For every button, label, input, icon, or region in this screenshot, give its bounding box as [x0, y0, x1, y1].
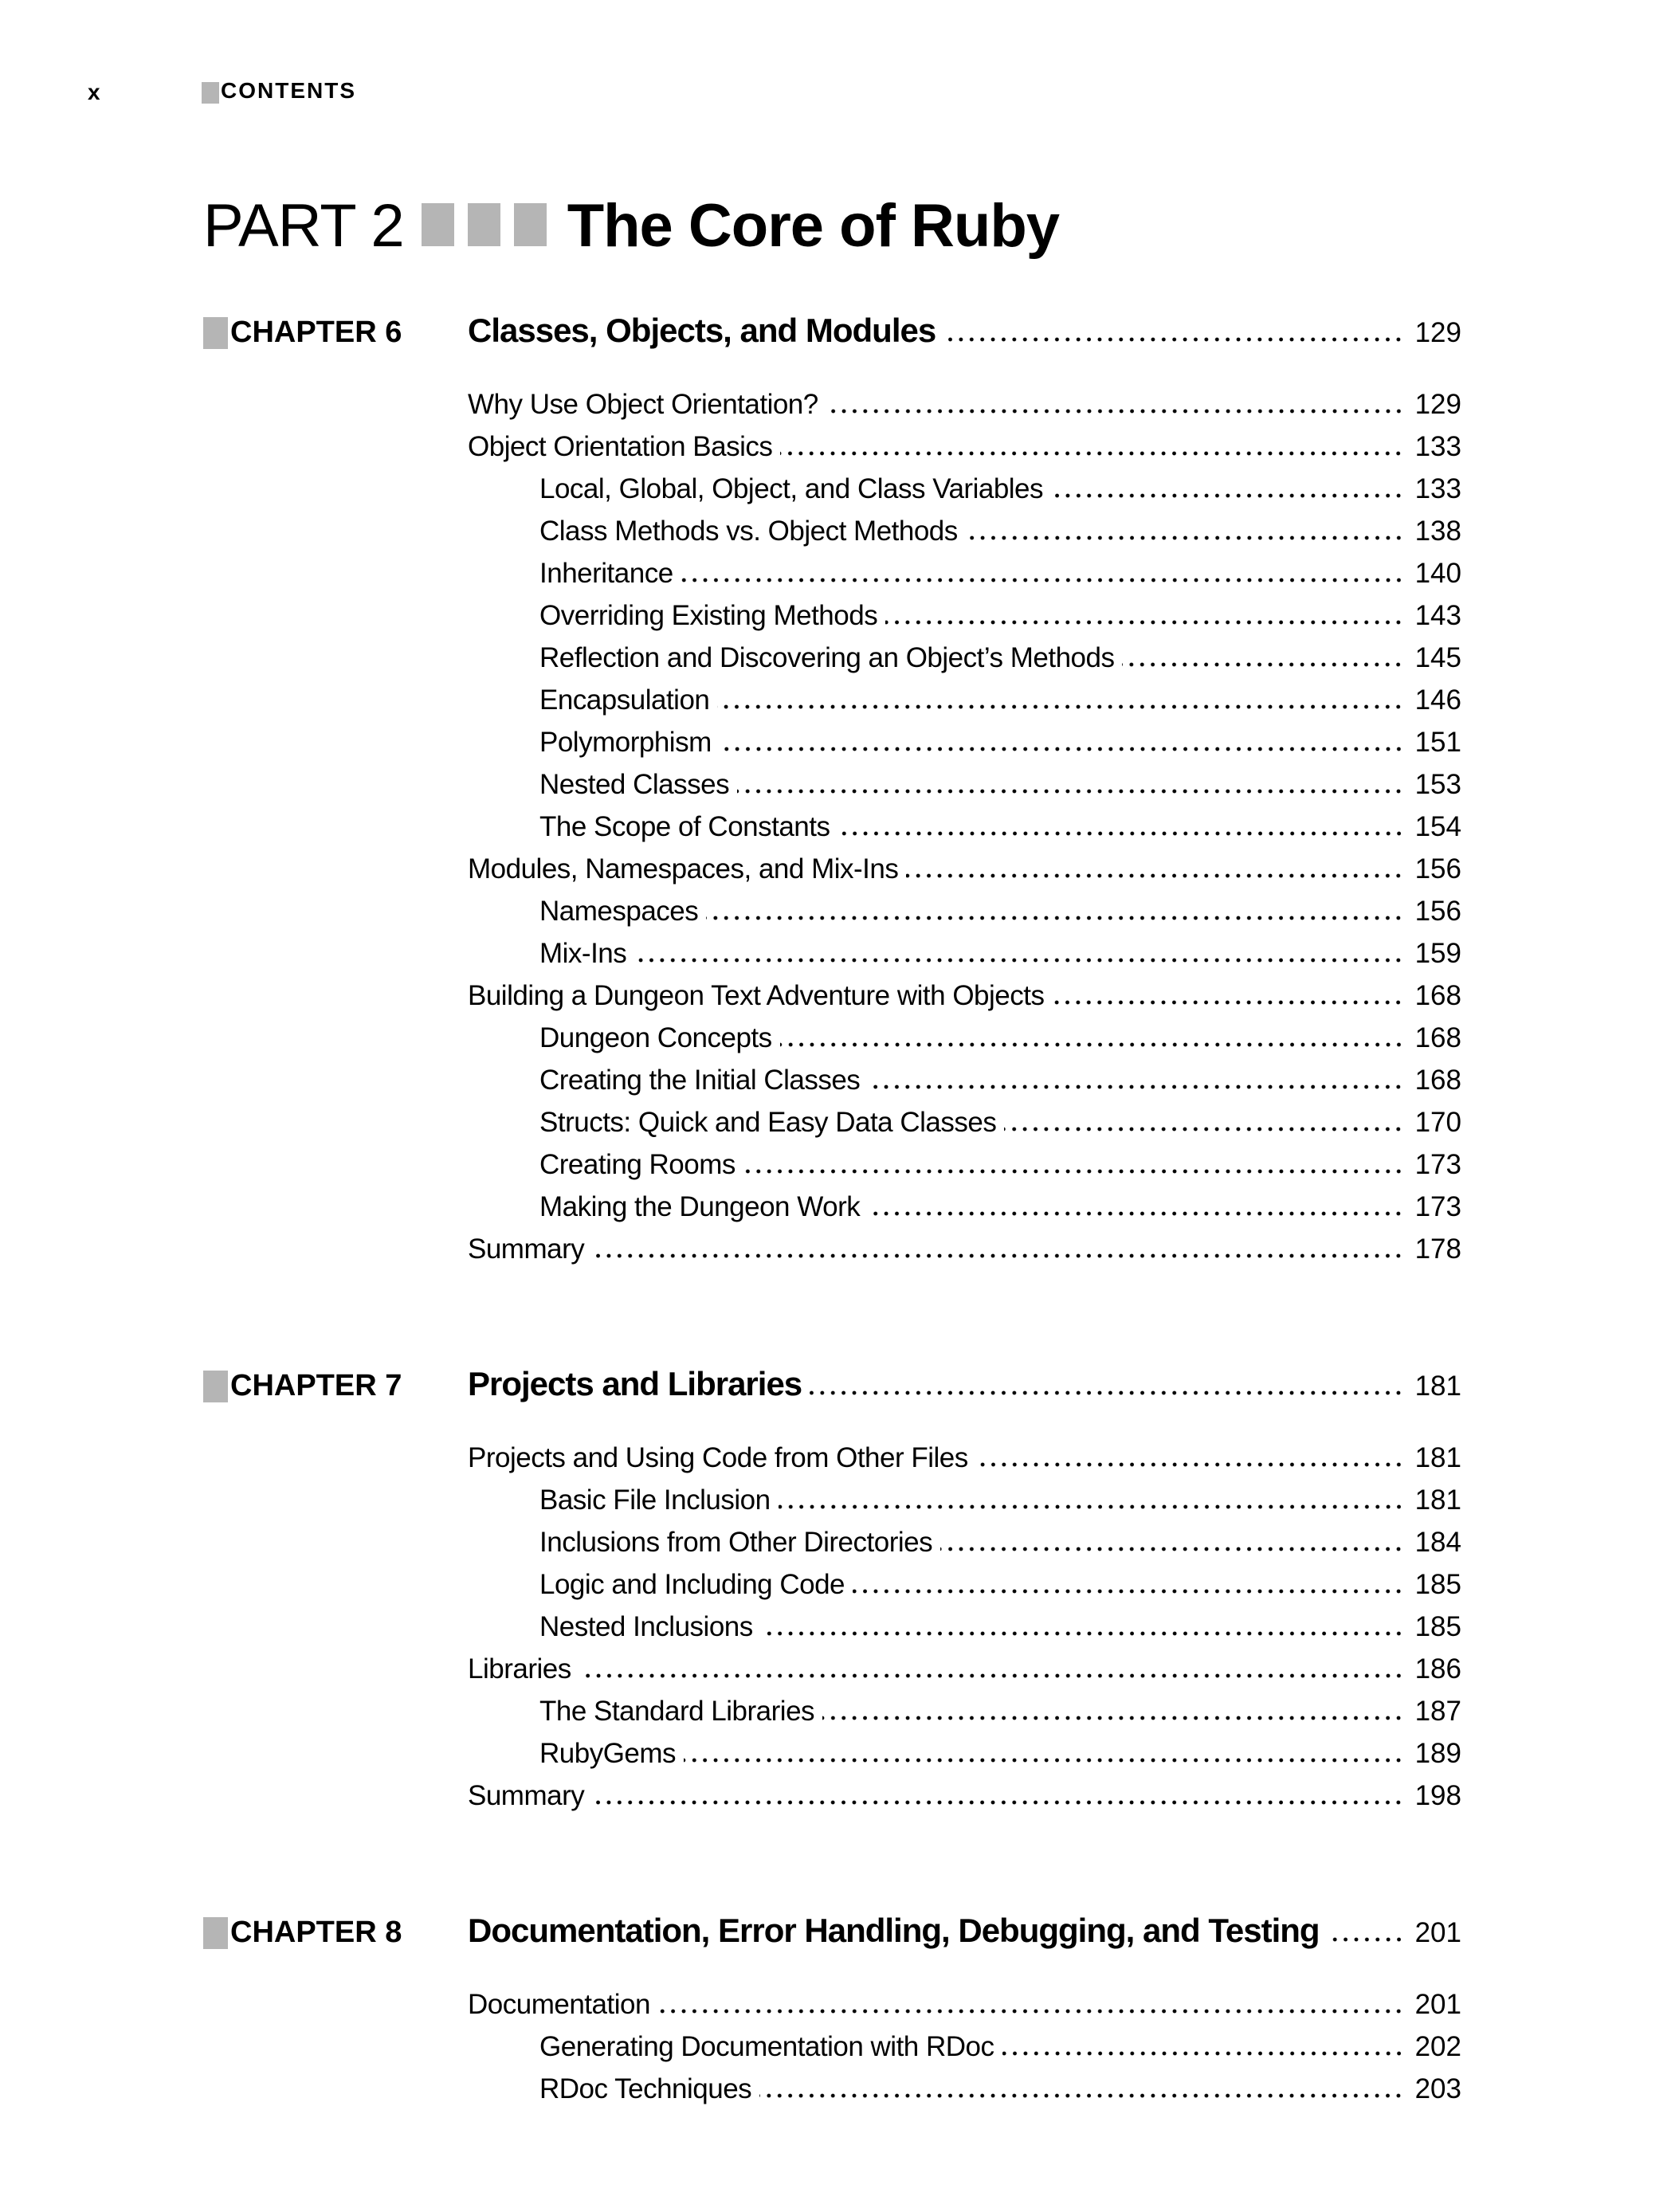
chapter-title: Projects and Libraries	[468, 1365, 802, 1402]
entry-page-number: 173	[1414, 1191, 1461, 1222]
dot-leader	[1122, 662, 1404, 667]
contents-square-icon	[202, 82, 219, 104]
running-header	[202, 80, 356, 102]
toc-entry-row	[468, 2068, 1461, 2110]
dot-leader	[966, 535, 1404, 540]
entry-title: Creating the Initial Classes	[539, 1065, 861, 1096]
entry-title: Structs: Quick and Easy Data Classes	[539, 1107, 997, 1138]
entry-title: Local, Global, Object, and Class Variables	[539, 473, 1044, 504]
entry-title: Modules, Namespaces, and Mix-Ins	[468, 853, 899, 884]
chapter-label: CHAPTER 7	[230, 1369, 402, 1402]
dot-leader	[822, 1716, 1404, 1720]
entry-page-number: 181	[1414, 1442, 1461, 1473]
chapter-entries	[0, 1437, 1675, 1817]
entry-page-number: 159	[1414, 938, 1461, 969]
dot-leader	[743, 1169, 1404, 1174]
toc-entry-row	[468, 383, 1461, 426]
entry-title: Mix-Ins	[539, 938, 627, 969]
chapter-block	[0, 1364, 1675, 1817]
dot-leader	[780, 451, 1404, 456]
entry-page-number: 170	[1414, 1107, 1461, 1138]
toc-entry-row	[468, 763, 1461, 806]
toc-entry-row	[468, 1606, 1461, 1648]
entry-page-number: 153	[1414, 769, 1461, 800]
entry-page-number: 145	[1414, 642, 1461, 673]
toc-entry-row	[468, 1775, 1461, 1817]
chapter-square-icon	[203, 1917, 228, 1949]
entry-page-number: 187	[1414, 1696, 1461, 1727]
square-icon	[468, 203, 500, 246]
toc-entry-row	[468, 1479, 1461, 1521]
entry-page-number: 181	[1414, 1484, 1461, 1516]
running-head	[0, 0, 1675, 112]
toc-entry-row	[468, 468, 1461, 510]
entry-title: Documentation	[468, 1989, 650, 2020]
toc-entry-row	[468, 1101, 1461, 1143]
dot-leader	[1051, 493, 1404, 498]
dot-leader	[838, 831, 1405, 836]
dot-leader	[592, 1253, 1404, 1258]
dot-leader	[681, 578, 1404, 582]
entry-title: Inheritance	[539, 558, 673, 589]
entry-page-number: 202	[1414, 2031, 1461, 2062]
part-number: PART 2	[203, 192, 404, 260]
chapter-label: CHAPTER 6	[230, 316, 402, 349]
entry-title: Summary	[468, 1233, 585, 1265]
toc-entry-row	[468, 1521, 1461, 1563]
dot-leader	[720, 747, 1404, 751]
entry-page-number: 143	[1414, 600, 1461, 631]
dot-leader	[1328, 1937, 1404, 1942]
entry-page-number: 154	[1414, 811, 1461, 842]
entry-page-number: 203	[1414, 2073, 1461, 2104]
chapter-block	[0, 311, 1675, 1270]
dot-leader	[826, 409, 1404, 414]
entry-page-number: 129	[1414, 389, 1461, 420]
dot-leader	[868, 1084, 1404, 1089]
entry-page-number: 156	[1414, 853, 1461, 884]
chapter-title: Classes, Objects, and Modules	[468, 312, 936, 349]
entry-page-number: 168	[1414, 980, 1461, 1011]
dot-leader	[1002, 2051, 1404, 2056]
dot-leader	[940, 1547, 1404, 1551]
dot-leader	[906, 873, 1404, 878]
entry-page-number: 185	[1414, 1569, 1461, 1600]
dot-leader	[868, 1211, 1404, 1216]
dot-leader	[810, 1390, 1404, 1395]
chapter-entries	[0, 383, 1675, 1270]
toc-entry-row	[468, 848, 1461, 890]
dot-leader	[853, 1589, 1404, 1594]
dot-leader	[717, 704, 1404, 709]
toc-entry-row	[468, 806, 1461, 848]
toc-entry-row	[468, 552, 1461, 594]
entry-title: Namespaces	[539, 896, 699, 927]
entry-title: Inclusions from Other Directories	[539, 1527, 933, 1558]
entry-title: Libraries	[468, 1653, 571, 1684]
dot-leader	[684, 1758, 1404, 1763]
page-folio: x	[88, 80, 101, 104]
dot-leader	[592, 1800, 1404, 1805]
dot-leader	[779, 1504, 1404, 1509]
entry-title: The Scope of Constants	[539, 811, 830, 842]
entry-title: Class Methods vs. Object Methods	[539, 516, 958, 547]
running-header-text: CONTENTS	[221, 78, 356, 103]
entry-page-number: 151	[1414, 727, 1461, 758]
entry-page-number: 140	[1414, 558, 1461, 589]
entry-title: Generating Documentation with RDoc	[539, 2031, 994, 2062]
dot-leader	[737, 789, 1404, 794]
entry-title: Building a Dungeon Text Adventure with Objects	[468, 980, 1045, 1011]
chapter-square-icon	[203, 317, 228, 349]
entry-title: Nested Classes	[539, 769, 730, 800]
entry-page-number: 198	[1414, 1780, 1461, 1811]
toc-entry-row	[468, 1059, 1461, 1101]
chapter-label: CHAPTER 8	[230, 1916, 402, 1949]
dot-leader	[1052, 1000, 1404, 1005]
toc-entry-row	[468, 1228, 1461, 1270]
part-title	[203, 192, 1675, 260]
square-icon	[422, 203, 454, 246]
entry-page-number: 178	[1414, 1233, 1461, 1265]
chapter-heading-row	[203, 1911, 1461, 1953]
entry-page-number: 146	[1414, 684, 1461, 716]
entry-title: Summary	[468, 1780, 585, 1811]
chapter-block	[0, 1911, 1675, 2110]
chapter-list	[0, 311, 1675, 2110]
chapter-heading-row	[203, 311, 1461, 353]
toc-entry-row	[468, 637, 1461, 679]
dot-leader	[976, 1462, 1404, 1467]
dot-leader	[885, 620, 1404, 625]
entry-title: Reflection and Discovering an Object’s Methods	[539, 642, 1115, 673]
entry-title: RDoc Techniques	[539, 2073, 752, 2104]
part-squares-icon	[422, 203, 547, 246]
dot-leader	[658, 2009, 1404, 2014]
toc-entry-row	[468, 426, 1461, 468]
toc-entry-row	[468, 975, 1461, 1017]
entry-page-number: 189	[1414, 1738, 1461, 1769]
entry-title: Projects and Using Code from Other Files	[468, 1442, 968, 1473]
entry-page-number: 168	[1414, 1022, 1461, 1053]
toc-entry-row	[468, 1690, 1461, 1732]
entry-page-number: 173	[1414, 1149, 1461, 1180]
toc-entry-row	[468, 594, 1461, 637]
toc-entry-row	[468, 1437, 1461, 1479]
part-name: The Core of Ruby	[567, 192, 1060, 260]
toc-entry-row	[468, 932, 1461, 975]
chapter-page-number: 201	[1414, 1917, 1461, 1948]
entry-page-number: 201	[1414, 1989, 1461, 2020]
entry-page-number: 133	[1414, 473, 1461, 504]
chapter-page-number: 129	[1414, 317, 1461, 348]
chapter-title: Documentation, Error Handling, Debugging, and Testing	[468, 1912, 1320, 1949]
toc-entry-row	[468, 510, 1461, 552]
entry-page-number: 138	[1414, 516, 1461, 547]
dot-leader	[634, 958, 1404, 963]
square-icon	[514, 203, 547, 246]
dot-leader	[761, 1631, 1404, 1636]
toc-entry-row	[468, 1648, 1461, 1690]
chapter-page-number: 181	[1414, 1371, 1461, 1402]
dot-leader	[579, 1673, 1404, 1678]
dot-leader	[706, 916, 1404, 920]
entry-title: Why Use Object Orientation?	[468, 389, 818, 420]
entry-title: Dungeon Concepts	[539, 1022, 772, 1053]
entry-title: Encapsulation	[539, 684, 710, 716]
chapter-square-icon	[203, 1371, 228, 1402]
entry-title: Overriding Existing Methods	[539, 600, 878, 631]
chapter-label-column	[203, 312, 468, 352]
entry-title: Logic and Including Code	[539, 1569, 845, 1600]
entry-page-number: 185	[1414, 1611, 1461, 1642]
chapter-label-column	[203, 1912, 468, 1952]
entry-title: Basic File Inclusion	[539, 1484, 771, 1516]
entry-page-number: 186	[1414, 1653, 1461, 1684]
entry-page-number: 156	[1414, 896, 1461, 927]
toc-entry-row	[468, 679, 1461, 721]
entry-page-number: 168	[1414, 1065, 1461, 1096]
entry-title: Polymorphism	[539, 727, 712, 758]
dot-leader	[780, 1042, 1404, 1047]
toc-entry-row	[468, 1017, 1461, 1059]
entry-page-number: 184	[1414, 1527, 1461, 1558]
toc-entry-row	[468, 2026, 1461, 2068]
chapter-label-column	[203, 1366, 468, 1406]
entry-title: Making the Dungeon Work	[539, 1191, 861, 1222]
toc-entry-row	[468, 1186, 1461, 1228]
dot-leader	[943, 337, 1404, 342]
toc-entry-row	[468, 721, 1461, 763]
toc-entry-row	[468, 1143, 1461, 1186]
entry-page-number: 133	[1414, 431, 1461, 462]
entry-title: RubyGems	[539, 1738, 677, 1769]
entry-title: The Standard Libraries	[539, 1696, 815, 1727]
toc-entry-row	[468, 890, 1461, 932]
entry-title: Nested Inclusions	[539, 1611, 753, 1642]
dot-leader	[1004, 1127, 1404, 1131]
chapter-heading-row	[203, 1364, 1461, 1406]
entry-title: Creating Rooms	[539, 1149, 736, 1180]
toc-entry-row	[468, 1732, 1461, 1775]
entry-title: Object Orientation Basics	[468, 431, 773, 462]
toc-entry-row	[468, 1983, 1461, 2026]
toc-entry-row	[468, 1563, 1461, 1606]
chapter-entries	[0, 1983, 1675, 2110]
dot-leader	[759, 2093, 1404, 2098]
